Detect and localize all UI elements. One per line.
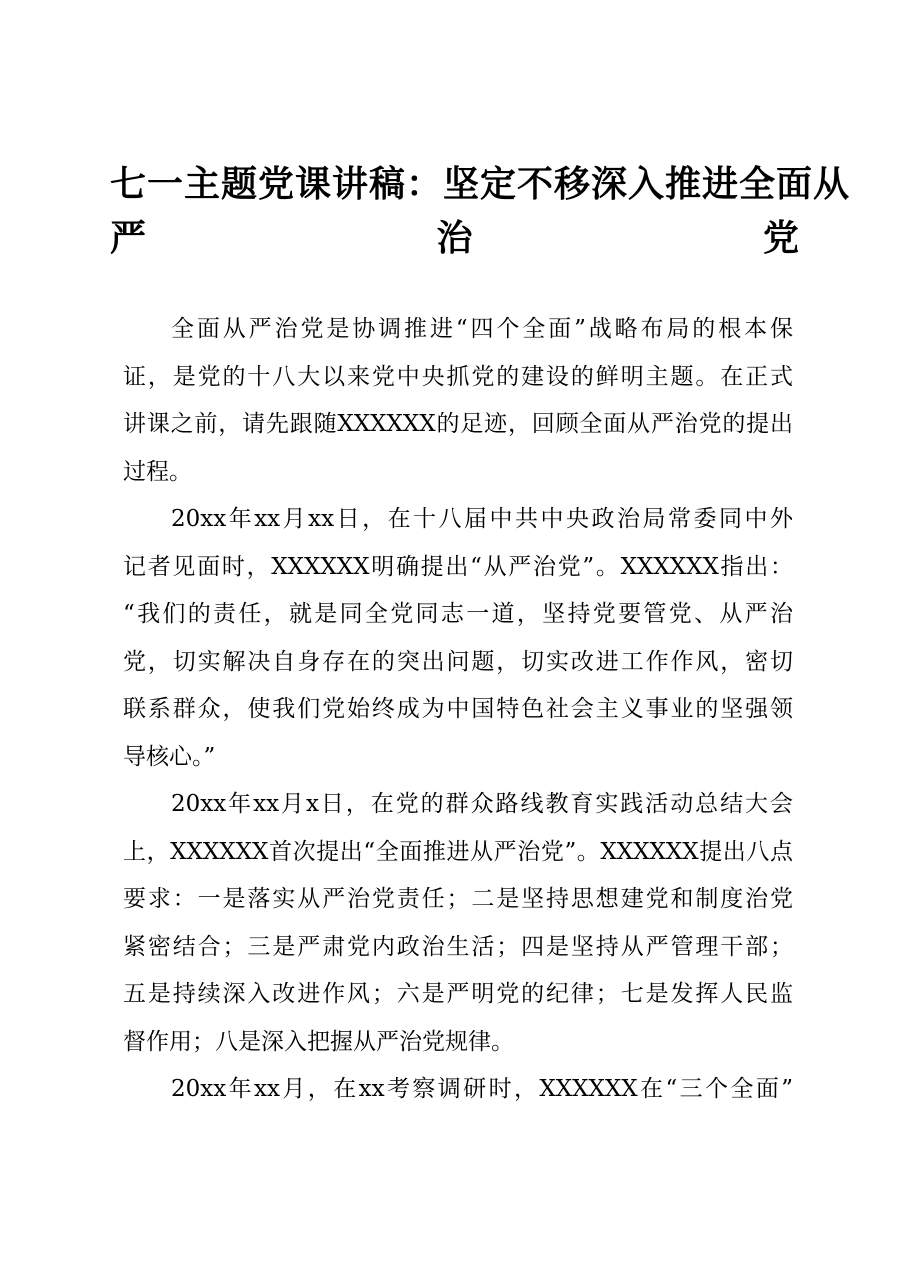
text-line: 20xx年xx月x日，在党的群众路线教育实践活动总结大会 bbox=[171, 791, 793, 817]
paragraph-3 bbox=[123, 781, 793, 1066]
paragraph-2 bbox=[123, 496, 793, 781]
text-line: 导核心。” bbox=[123, 743, 216, 770]
text-line: 记者见面时，XXXXXX明确提出“从严治党”。XXXXXX指出： bbox=[123, 553, 793, 580]
text-line: 全面从严治党是协调推进“四个全面”战略布局的根本保 bbox=[171, 316, 793, 342]
text-line: 要求：一是落实从严治党责任；二是坚持思想建党和制度治党 bbox=[123, 886, 793, 912]
text-line: 联系群众，使我们党始终成为中国特色社会主义事业的坚强领 bbox=[123, 696, 793, 722]
text-line: 五是持续深入改进作风；六是严明党的纪律；七是发挥人民监 bbox=[123, 981, 793, 1007]
text-line: 讲课之前，请先跟随XXXXXX的足迹，回顾全面从严治党的提出 bbox=[123, 411, 793, 437]
title-line-1: 七一主题党课讲稿：坚定不移深入推进全面从 bbox=[110, 164, 851, 205]
text-line: 紧密结合；三是严肃党内政治生活；四是坚持从严管理干部； bbox=[123, 933, 793, 960]
text-line: 党，切实解决自身存在的突出问题，切实改进工作作风，密切 bbox=[123, 648, 793, 675]
document-body bbox=[123, 306, 793, 1114]
document-title bbox=[110, 158, 851, 266]
text-line: 过程。 bbox=[123, 458, 192, 485]
text-line: 证，是党的十八大以来党中央抓党的建设的鲜明主题。在正式 bbox=[123, 363, 793, 390]
text-line: 20xx年xx月，在xx考察调研时，XXXXXX在“三个全面” bbox=[171, 1076, 793, 1102]
title-line-2: 严治党 bbox=[110, 218, 800, 259]
text-line: “我们的责任，就是同全党同志一道，坚持党要管党、从严治 bbox=[123, 601, 793, 627]
text-line: 上，XXXXXX首次提出“全面推进从严治党”。XXXXXX提出八点 bbox=[123, 838, 793, 865]
text-line: 督作用；八是深入把握从严治党规律。 bbox=[123, 1028, 514, 1055]
text-line: 20xx年xx月xx日，在十八届中共中央政治局常委同中外 bbox=[171, 506, 793, 532]
paragraph-4 bbox=[123, 1066, 793, 1114]
paragraph-1 bbox=[123, 306, 793, 496]
